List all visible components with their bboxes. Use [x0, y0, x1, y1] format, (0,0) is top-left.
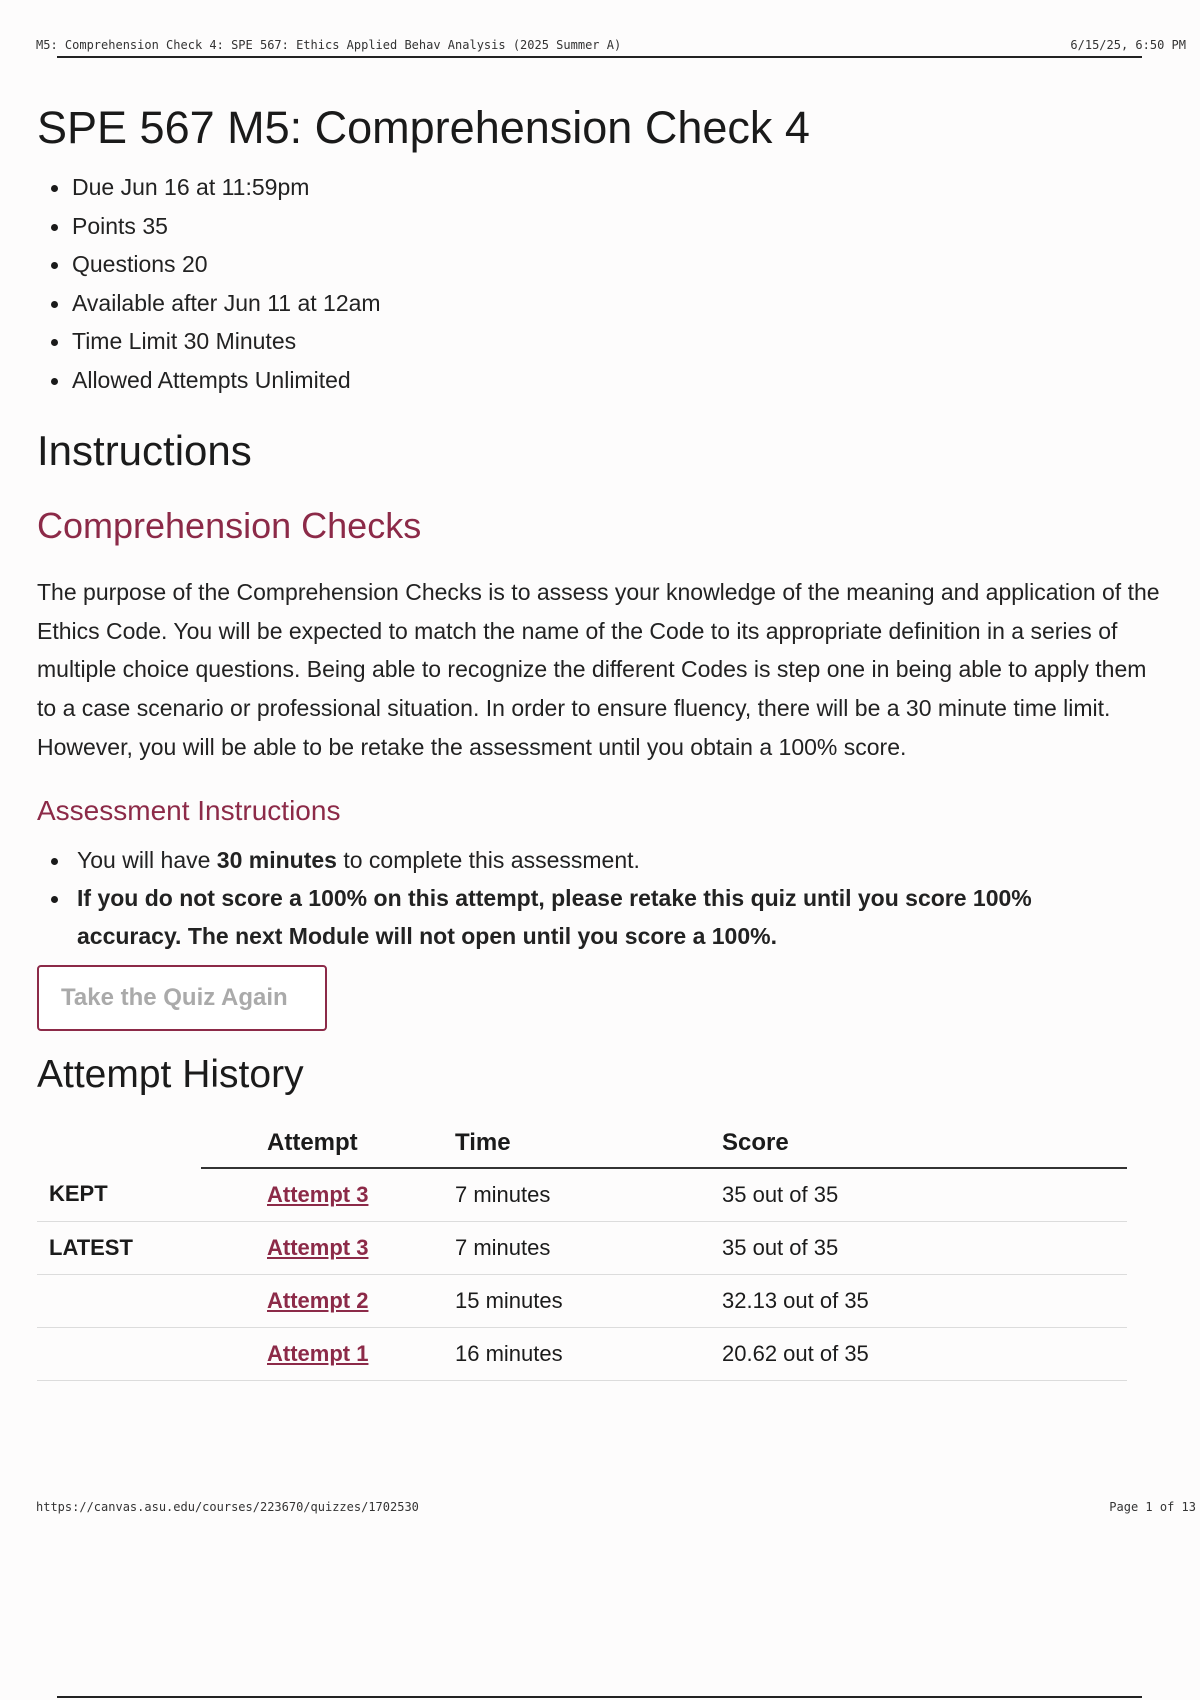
- instruction-time-emphasis: 30 minutes: [216, 846, 337, 873]
- table-row: [37, 1168, 1127, 1222]
- row-status-label: [37, 1274, 201, 1327]
- quiz-detail-time-limit: Time Limit 30 Minutes: [37, 322, 1162, 361]
- bottom-divider: [57, 1696, 1142, 1698]
- attempt-score: 35 out of 35: [722, 1168, 1127, 1222]
- header-score: Score: [722, 1119, 1127, 1168]
- print-footer: [36, 1500, 1196, 1520]
- attempt-time: 7 minutes: [455, 1221, 722, 1274]
- row-status-label: KEPT: [37, 1168, 201, 1222]
- page-title: SPE 567 M5: Comprehension Check 4: [37, 102, 810, 153]
- attempt-link[interactable]: Attempt 1: [267, 1340, 369, 1366]
- attempt-history-heading: Attempt History: [37, 1052, 304, 1096]
- attempt-link[interactable]: Attempt 3: [267, 1181, 369, 1207]
- assessment-instructions-list: [37, 841, 1162, 955]
- instruction-text: You will have: [77, 846, 217, 873]
- print-header-title: M5: Comprehension Check 4: SPE 567: Ethics Applied Behav Analysis (2025 Summer A): [36, 38, 622, 52]
- quiz-detail-questions: Questions 20: [37, 245, 1162, 284]
- attempt-score: 32.13 out of 35: [722, 1274, 1127, 1327]
- instruction-retake-text: If you do not score a 100% on this attempt, please retake this quiz until you score 100% accuracy. The next Module will not open until you score a 100%.: [77, 884, 1032, 949]
- comprehension-checks-heading: Comprehension Checks: [37, 505, 422, 546]
- instruction-time-limit: [37, 841, 1137, 879]
- instruction-text-end: to complete this assessment.: [336, 846, 640, 873]
- attempt-time: 16 minutes: [455, 1327, 722, 1380]
- quiz-detail-points: Points 35: [37, 207, 1162, 246]
- attempt-link[interactable]: Attempt 2: [267, 1287, 369, 1313]
- print-header-datetime: 6/15/25, 6:50 PM: [1070, 38, 1186, 52]
- quiz-detail-available: Available after Jun 11 at 12am: [37, 284, 1162, 323]
- header-divider: [57, 56, 1142, 58]
- quiz-detail-allowed-attempts: Allowed Attempts Unlimited: [37, 361, 1162, 400]
- attempt-history-table: [37, 1119, 1127, 1381]
- instruction-retake: [37, 879, 1137, 955]
- attempt-score: 35 out of 35: [722, 1221, 1127, 1274]
- quiz-content: [37, 100, 1162, 1381]
- print-header: [36, 36, 1186, 58]
- attempt-link[interactable]: Attempt 3: [267, 1234, 369, 1260]
- instructions-heading: Instructions: [37, 427, 252, 474]
- attempt-time: 7 minutes: [455, 1168, 722, 1222]
- attempt-score: 20.62 out of 35: [722, 1327, 1127, 1380]
- header-attempt: Attempt: [201, 1119, 455, 1168]
- print-footer-page-number: Page 1 of 13: [1109, 1500, 1196, 1514]
- table-row: [37, 1274, 1127, 1327]
- header-time: Time: [455, 1119, 722, 1168]
- take-quiz-again-button[interactable]: Take the Quiz Again: [37, 965, 327, 1031]
- assessment-instructions-heading: Assessment Instructions: [37, 794, 341, 826]
- row-status-label: [37, 1327, 201, 1380]
- table-row: [37, 1327, 1127, 1380]
- purpose-paragraph: The purpose of the Comprehension Checks is to assess your knowledge of the meaning and application of the Ethics Code. You will be expected to match the name of the Code to its appropriate definition in a series of multiple choice questions. Being able to recognize the different Codes is step one in being able to apply them to a case scenario or professional situation. In order to ensure fluency, there will be a 30 minute time limit. However, you will be able to be retake the assessment until you obtain a 100% score.: [37, 579, 1160, 760]
- row-status-label: LATEST: [37, 1221, 201, 1274]
- quiz-details-list: [37, 168, 1162, 399]
- print-footer-url: https://canvas.asu.edu/courses/223670/quizzes/1702530: [36, 1500, 419, 1514]
- table-row: [37, 1221, 1127, 1274]
- quiz-detail-due: Due Jun 16 at 11:59pm: [37, 168, 1162, 207]
- attempt-time: 15 minutes: [455, 1274, 722, 1327]
- header-label-blank: [37, 1119, 201, 1168]
- table-header-row: [37, 1119, 1127, 1168]
